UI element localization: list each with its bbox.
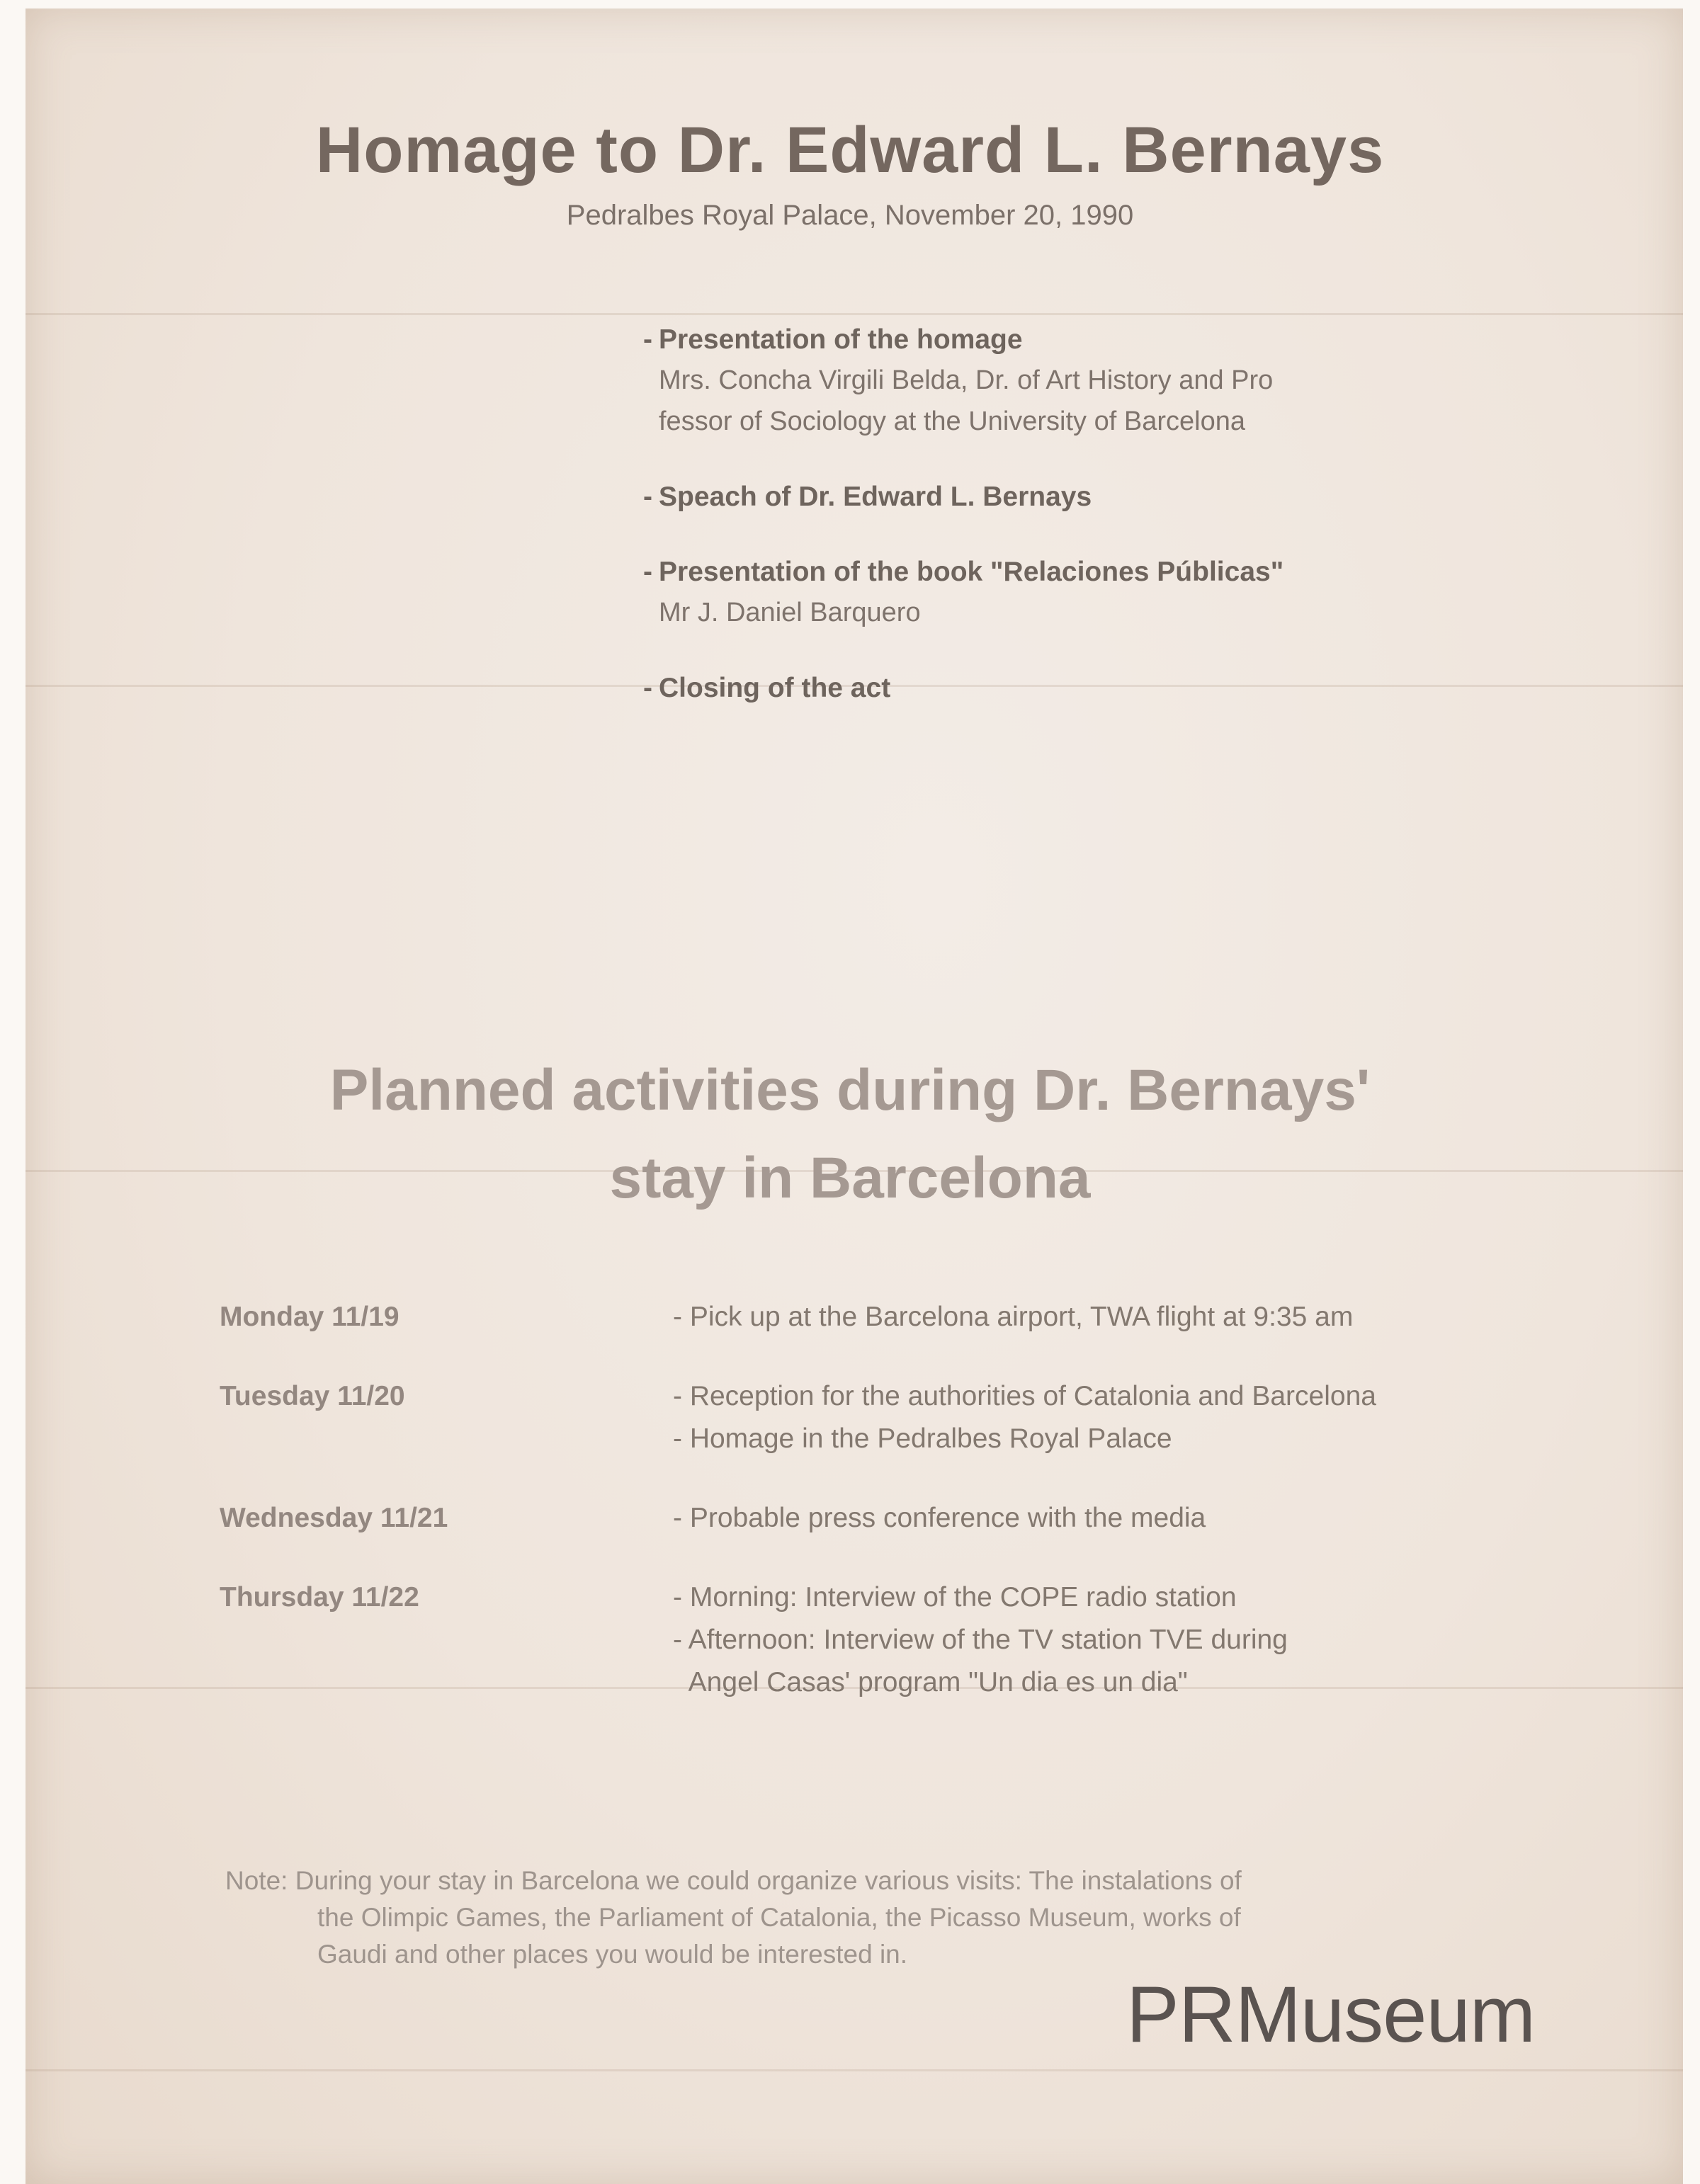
note-line: Gaudi and other places you would be interested in. [317,1940,908,1969]
schedule-row: Thursday 11/22 - Morning: Interview of the COPE radio station - Afternoon: Interview of the TV station TVE during Angel Casas' program "Un dia es un dia" [220,1576,1551,1704]
schedule-day: Wednesday 11/21 [220,1503,448,1533]
activities-heading-line: stay in Barcelona [609,1146,1091,1210]
schedule-row: Monday 11/19 - Pick up at the Barcelona airport, TWA flight at 9:35 am [220,1296,1551,1338]
schedule-list [220,1296,1551,1741]
program-item: - Closing of the act [643,673,891,703]
note-label: Note: [225,1866,288,1895]
activities-heading-line: Planned activities during Dr. Bernays' [329,1058,1371,1122]
schedule-item: Pick up at the Barcelona airport, TWA flight at 9:35 am [689,1302,1354,1332]
schedule-item: Reception for the authorities of Catalonia and Barcelona [689,1381,1376,1411]
program-item-heading: Speach of Dr. Edward L. Bernays [659,482,1092,512]
schedule-day: Tuesday 11/20 [220,1381,405,1411]
program-item: - Presentation of the book "Relaciones Públicas" Mr J. Daniel Barquero [659,552,1509,633]
schedule-item: Probable press conference with the media [689,1503,1206,1533]
document-title: Homage to Dr. Edward L. Bernays [315,114,1385,186]
document-subtitle: Pedralbes Royal Palace, November 20, 1990 [566,200,1134,231]
program-item-line: fessor of Sociology at the University of Barcelona [659,406,1245,436]
note-paragraph [225,1862,1557,1973]
program-list [643,320,1509,735]
program-item: - Presentation of the homage Mrs. Concha Virgili Belda, Dr. of Art History and Pro fessor of Sociology at the University of Barcelona [659,320,1509,442]
schedule-item: Angel Casas' program "Un dia es un dia" [688,1667,1188,1697]
note-line: During your stay in Barcelona we could organize various visits: The instalations of [295,1866,1242,1895]
program-item-line: Mrs. Concha Virgili Belda, Dr. of Art History and Pro [659,365,1274,395]
schedule-row: Tuesday 11/20 - Reception for the authorities of Catalonia and Barcelona - Homage in the Pedralbes Royal Palace [220,1375,1551,1460]
program-item-line: Mr J. Daniel Barquero [659,598,921,627]
note-line: the Olimpic Games, the Parliament of Catalonia, the Picasso Museum, works of [317,1903,1241,1932]
schedule-day: Monday 11/19 [220,1302,400,1332]
prmuseum-watermark: PRMuseum [1126,1970,1536,2059]
schedule-item: Morning: Interview of the COPE radio station [689,1582,1237,1613]
program-item-heading: Presentation of the book "Relaciones Públicas" [659,557,1284,587]
activities-heading [0,1047,1700,1222]
schedule-item: Homage in the Pedralbes Royal Palace [689,1423,1172,1454]
schedule-day: Thursday 11/22 [220,1582,419,1613]
program-item-heading: Presentation of the homage [659,324,1023,355]
schedule-item: Afternoon: Interview of the TV station TVE during [688,1625,1288,1655]
program-item: - Speach of Dr. Edward L. Bernays [643,482,1092,512]
program-item-heading: Closing of the act [659,673,891,703]
schedule-row: Wednesday 11/21 - Probable press conference with the media [220,1497,1551,1540]
